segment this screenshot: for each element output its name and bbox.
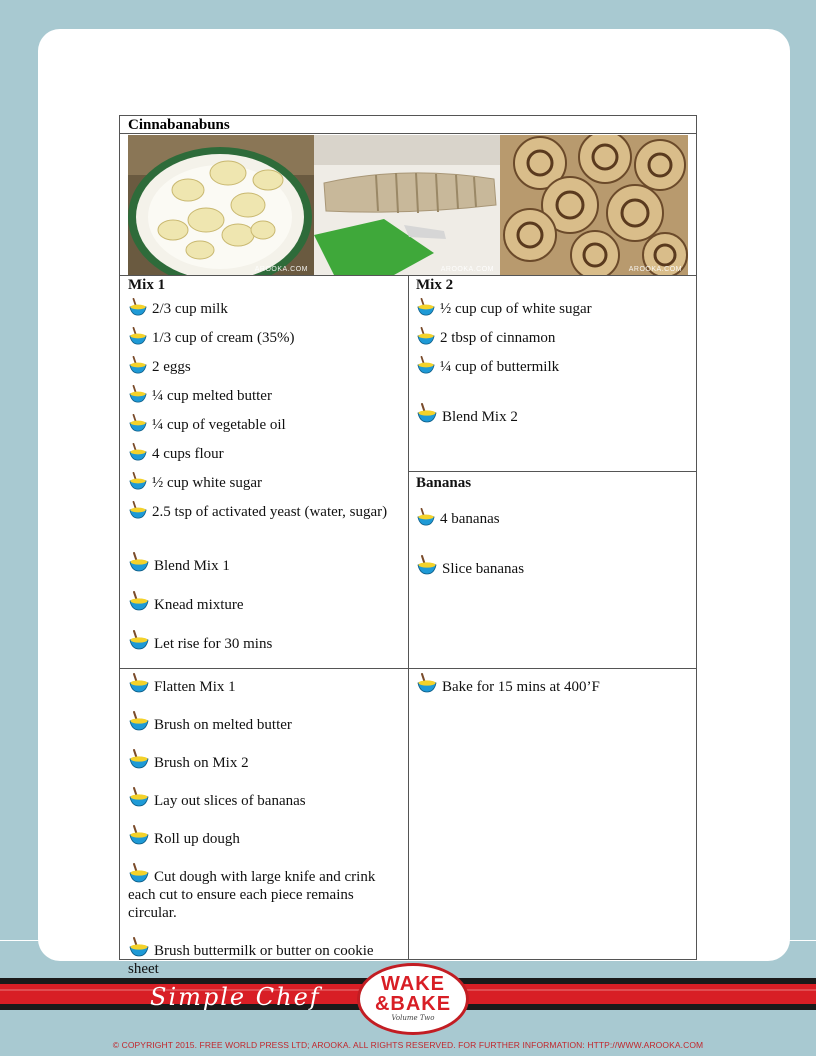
brand-name: Simple Chef xyxy=(150,983,321,1011)
recipe-step xyxy=(128,862,403,922)
assembly-cell xyxy=(128,672,403,978)
recipe-step xyxy=(416,402,691,426)
mixing-bowl-icon xyxy=(128,301,152,317)
ingredient-text: 2.5 tsp of activated yeast (water, sugar) xyxy=(152,504,388,520)
step-text: Flatten Mix 1 xyxy=(154,679,236,695)
ingredient-item xyxy=(416,327,691,347)
step-text: Brush on Mix 2 xyxy=(154,755,249,771)
ingredient-text: ¼ cup of buttermilk xyxy=(440,359,560,375)
mix1-heading: Mix 1 xyxy=(128,277,166,293)
mixing-bowl-icon xyxy=(128,597,154,613)
mixing-bowl-icon xyxy=(128,388,152,404)
mixing-bowl-icon xyxy=(128,359,152,375)
step-text: Blend Mix 1 xyxy=(154,558,230,574)
ingredient-text: 2/3 cup milk xyxy=(152,301,228,317)
mixing-bowl-icon xyxy=(128,558,154,574)
step-text: Roll up dough xyxy=(154,831,240,847)
mixing-bowl-icon xyxy=(416,301,440,317)
mixing-bowl-icon xyxy=(128,755,154,771)
ingredient-text: 1/3 cup of cream (35%) xyxy=(152,330,295,346)
ingredient-text: ½ cup cup of white sugar xyxy=(440,301,592,317)
recipe-step xyxy=(128,590,403,614)
ingredient-item xyxy=(416,508,691,528)
ingredient-item xyxy=(128,327,403,347)
ingredient-item xyxy=(416,298,691,318)
mixing-bowl-icon xyxy=(128,330,152,346)
recipe-step xyxy=(128,551,403,575)
bananas-photo xyxy=(128,135,314,275)
mixing-bowl-icon xyxy=(416,330,440,346)
column-divider xyxy=(408,275,409,959)
recipe-step xyxy=(128,824,403,848)
mixing-bowl-icon xyxy=(128,869,154,885)
mixing-bowl-icon xyxy=(416,359,440,375)
recipe-title: Cinnabanabuns xyxy=(120,116,696,134)
row-divider xyxy=(408,471,696,472)
row-divider xyxy=(120,668,696,669)
mixing-bowl-icon xyxy=(128,475,152,491)
ingredient-text: 2 eggs xyxy=(152,359,191,375)
recipe-step xyxy=(128,786,403,810)
recipe-table xyxy=(119,115,697,977)
recipe-step xyxy=(128,710,403,734)
step-text: Let rise for 30 mins xyxy=(154,636,273,652)
ingredient-item xyxy=(416,356,691,376)
step-text: Brush buttermilk or butter on cookie sheet xyxy=(128,943,374,977)
recipe-step xyxy=(128,629,403,653)
ingredient-item xyxy=(128,414,403,434)
recipe-step xyxy=(128,936,403,978)
mixing-bowl-icon xyxy=(416,409,442,425)
ingredient-item xyxy=(128,298,403,318)
recipe-step xyxy=(416,672,691,696)
ingredient-item xyxy=(128,501,403,521)
baked-buns-photo xyxy=(500,135,688,275)
mixing-bowl-icon xyxy=(128,717,154,733)
mix2-heading: Mix 2 xyxy=(416,277,454,293)
recipe-step xyxy=(128,748,403,772)
mix2-cell xyxy=(416,276,691,426)
mixing-bowl-icon xyxy=(128,831,154,847)
mixing-bowl-icon xyxy=(128,417,152,433)
copyright-notice: © COPYRIGHT 2015. FREE WORLD PRESS LTD; AROOKA. ALL RIGHTS RESERVED. FOR FURTHER INFORMATION: HTTP://WWW.AROOKA.COM xyxy=(112,1040,704,1050)
mixing-bowl-icon xyxy=(416,679,442,695)
step-text: Slice bananas xyxy=(442,561,525,577)
mixing-bowl-icon xyxy=(128,943,154,959)
photo-watermark: AROOKA.COM xyxy=(254,266,308,273)
dough-roll-photo xyxy=(314,135,500,275)
wake-bake-logo: WAKE &BAKE Volume Two xyxy=(357,963,469,1035)
recipe-step xyxy=(416,554,691,578)
bananas-cell xyxy=(416,474,691,578)
mixing-bowl-icon xyxy=(128,446,152,462)
step-text: Cut dough with large knife and crink each cut to ensure each piece remains circular. xyxy=(128,869,376,921)
step-text: Brush on melted butter xyxy=(154,717,292,733)
mixing-bowl-icon xyxy=(128,793,154,809)
step-text: Knead mixture xyxy=(154,597,244,613)
ingredient-text: 4 bananas xyxy=(440,511,500,527)
ingredient-text: ¼ cup of vegetable oil xyxy=(152,417,286,433)
photo-watermark: AROOKA.COM xyxy=(440,266,494,273)
mix1-cell xyxy=(128,276,403,653)
bake-cell xyxy=(416,672,691,696)
ingredient-item xyxy=(128,443,403,463)
ingredient-text: ½ cup white sugar xyxy=(152,475,262,491)
ingredient-item xyxy=(128,385,403,405)
bananas-heading: Bananas xyxy=(416,475,472,491)
ingredient-text: ¼ cup melted butter xyxy=(152,388,272,404)
recipe-step xyxy=(128,672,403,696)
mixing-bowl-icon xyxy=(128,504,152,520)
step-text: Lay out slices of bananas xyxy=(154,793,306,809)
mixing-bowl-icon xyxy=(416,561,442,577)
ingredient-text: 2 tbsp of cinnamon xyxy=(440,330,556,346)
photo-watermark: AROOKA.COM xyxy=(628,266,682,273)
mixing-bowl-icon xyxy=(128,636,154,652)
ingredient-text: 4 cups flour xyxy=(152,446,224,462)
step-text: Bake for 15 mins at 400’F xyxy=(442,679,600,695)
mixing-bowl-icon xyxy=(128,679,154,695)
photo-strip xyxy=(128,135,688,275)
ingredient-item xyxy=(128,356,403,376)
ingredient-item xyxy=(128,472,403,492)
mixing-bowl-icon xyxy=(416,511,440,527)
step-text: Blend Mix 2 xyxy=(442,409,518,425)
